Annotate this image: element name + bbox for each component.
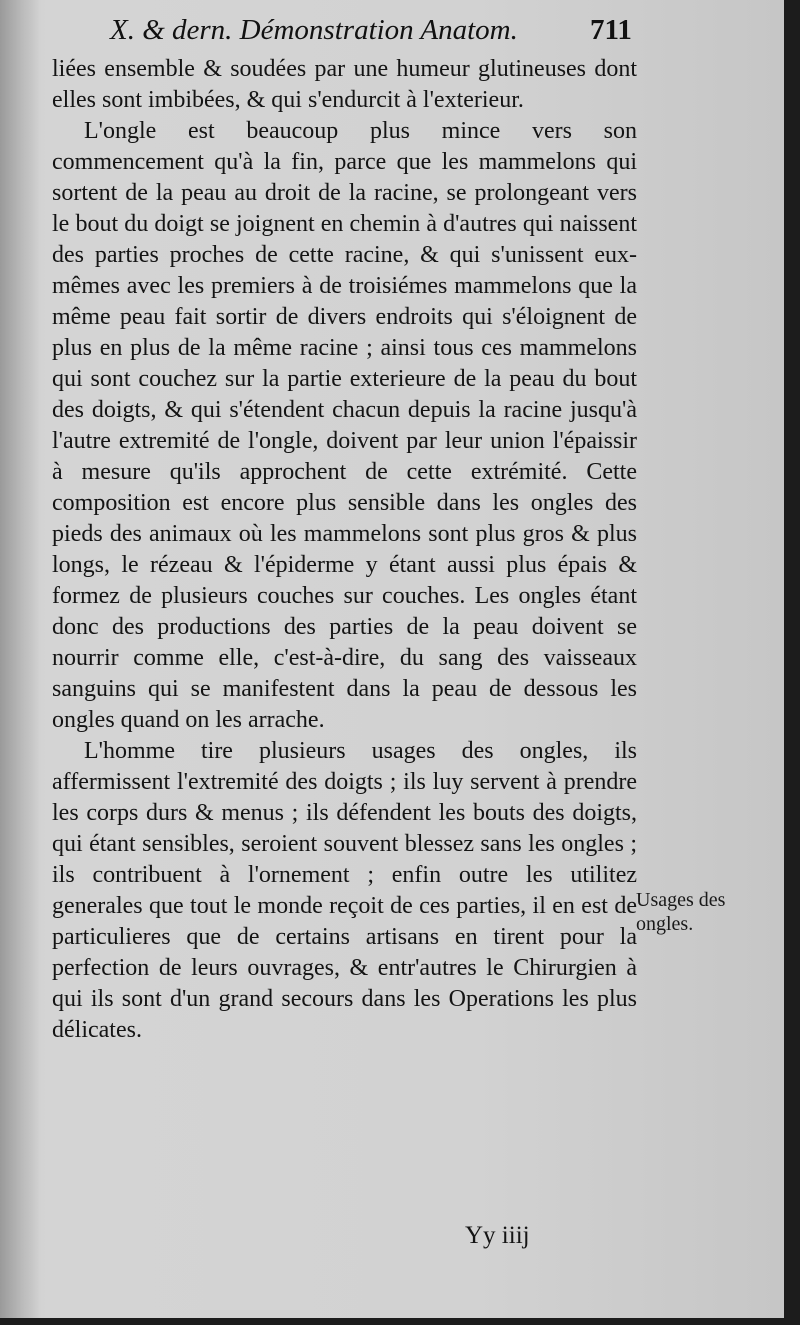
running-head-title: X. & dern. Démonstration Anatom.	[110, 14, 518, 46]
margin-note: Usages des ongles.	[636, 889, 726, 935]
paragraph-continuation: liées ensemble & soudées par une humeur glutineuses dont elles sont imbibées, & qui s'endurcit à l'exterieur.	[52, 56, 637, 113]
page-number: 711	[590, 14, 632, 46]
signature-mark: Yy iiij	[465, 1222, 530, 1249]
running-head	[110, 14, 650, 54]
paragraph-ongle-usages: L'homme tire plusieurs usages des ongles, ils affermissent l'extremité des doigts ; ils luy servent à prendre les corps durs & menus ; ils défendent les bouts des doigts, qui étant sensibles, seroient souvent blessez sans les ongles ; ils contribuent à l'ornement ; enfin outre les utilitez generales que tout le monde reçoit de ces parties, il en est de particulieres que de certains artisans en tirent pour la perfection de leurs ouvrages, & entr'autres le Chirurgien à qui ils sont d'un grand secours dans les Operations les plus délicates.	[52, 738, 637, 1043]
body-text	[52, 54, 637, 1046]
page-gutter-shadow	[0, 0, 40, 1318]
paragraph-ongle-structure: L'ongle est beaucoup plus mince vers son commencement qu'à la fin, parce que les mammelons qui sortent de la peau au droit de la racine, se prolongeant vers le bout du doigt se joignent en chemin à d'autres qui naissent des parties proches de cette racine, & qui s'unissent eux-mêmes avec les premiers à de troisiémes mammelons que la même peau fait sortir de divers endroits qui s'éloignent de plus en plus de la même racine ; ainsi tous ces mammelons qui sont couchez sur la partie exterieure de la peau du bout des doigts, & qui s'étendent chacun depuis la racine jusqu'à l'autre extremité de l'ongle, doivent par leur union l'épaissir à mesure qu'ils approchent de cette extrémité. Cette composition est encore plus sensible dans les ongles des pieds des animaux où les mammelons sont plus gros & plus longs, le rézeau & l'épiderme y étant aussi plus épais & formez de plusieurs couches sur couches. Les ongles étant donc des productions des parties de la peau doivent se nourrir comme elle, c'est-à-dire, du sang des vaisseaux sanguins qui se manifestent dans la peau de dessous les ongles quand on les arrache.	[52, 118, 637, 733]
